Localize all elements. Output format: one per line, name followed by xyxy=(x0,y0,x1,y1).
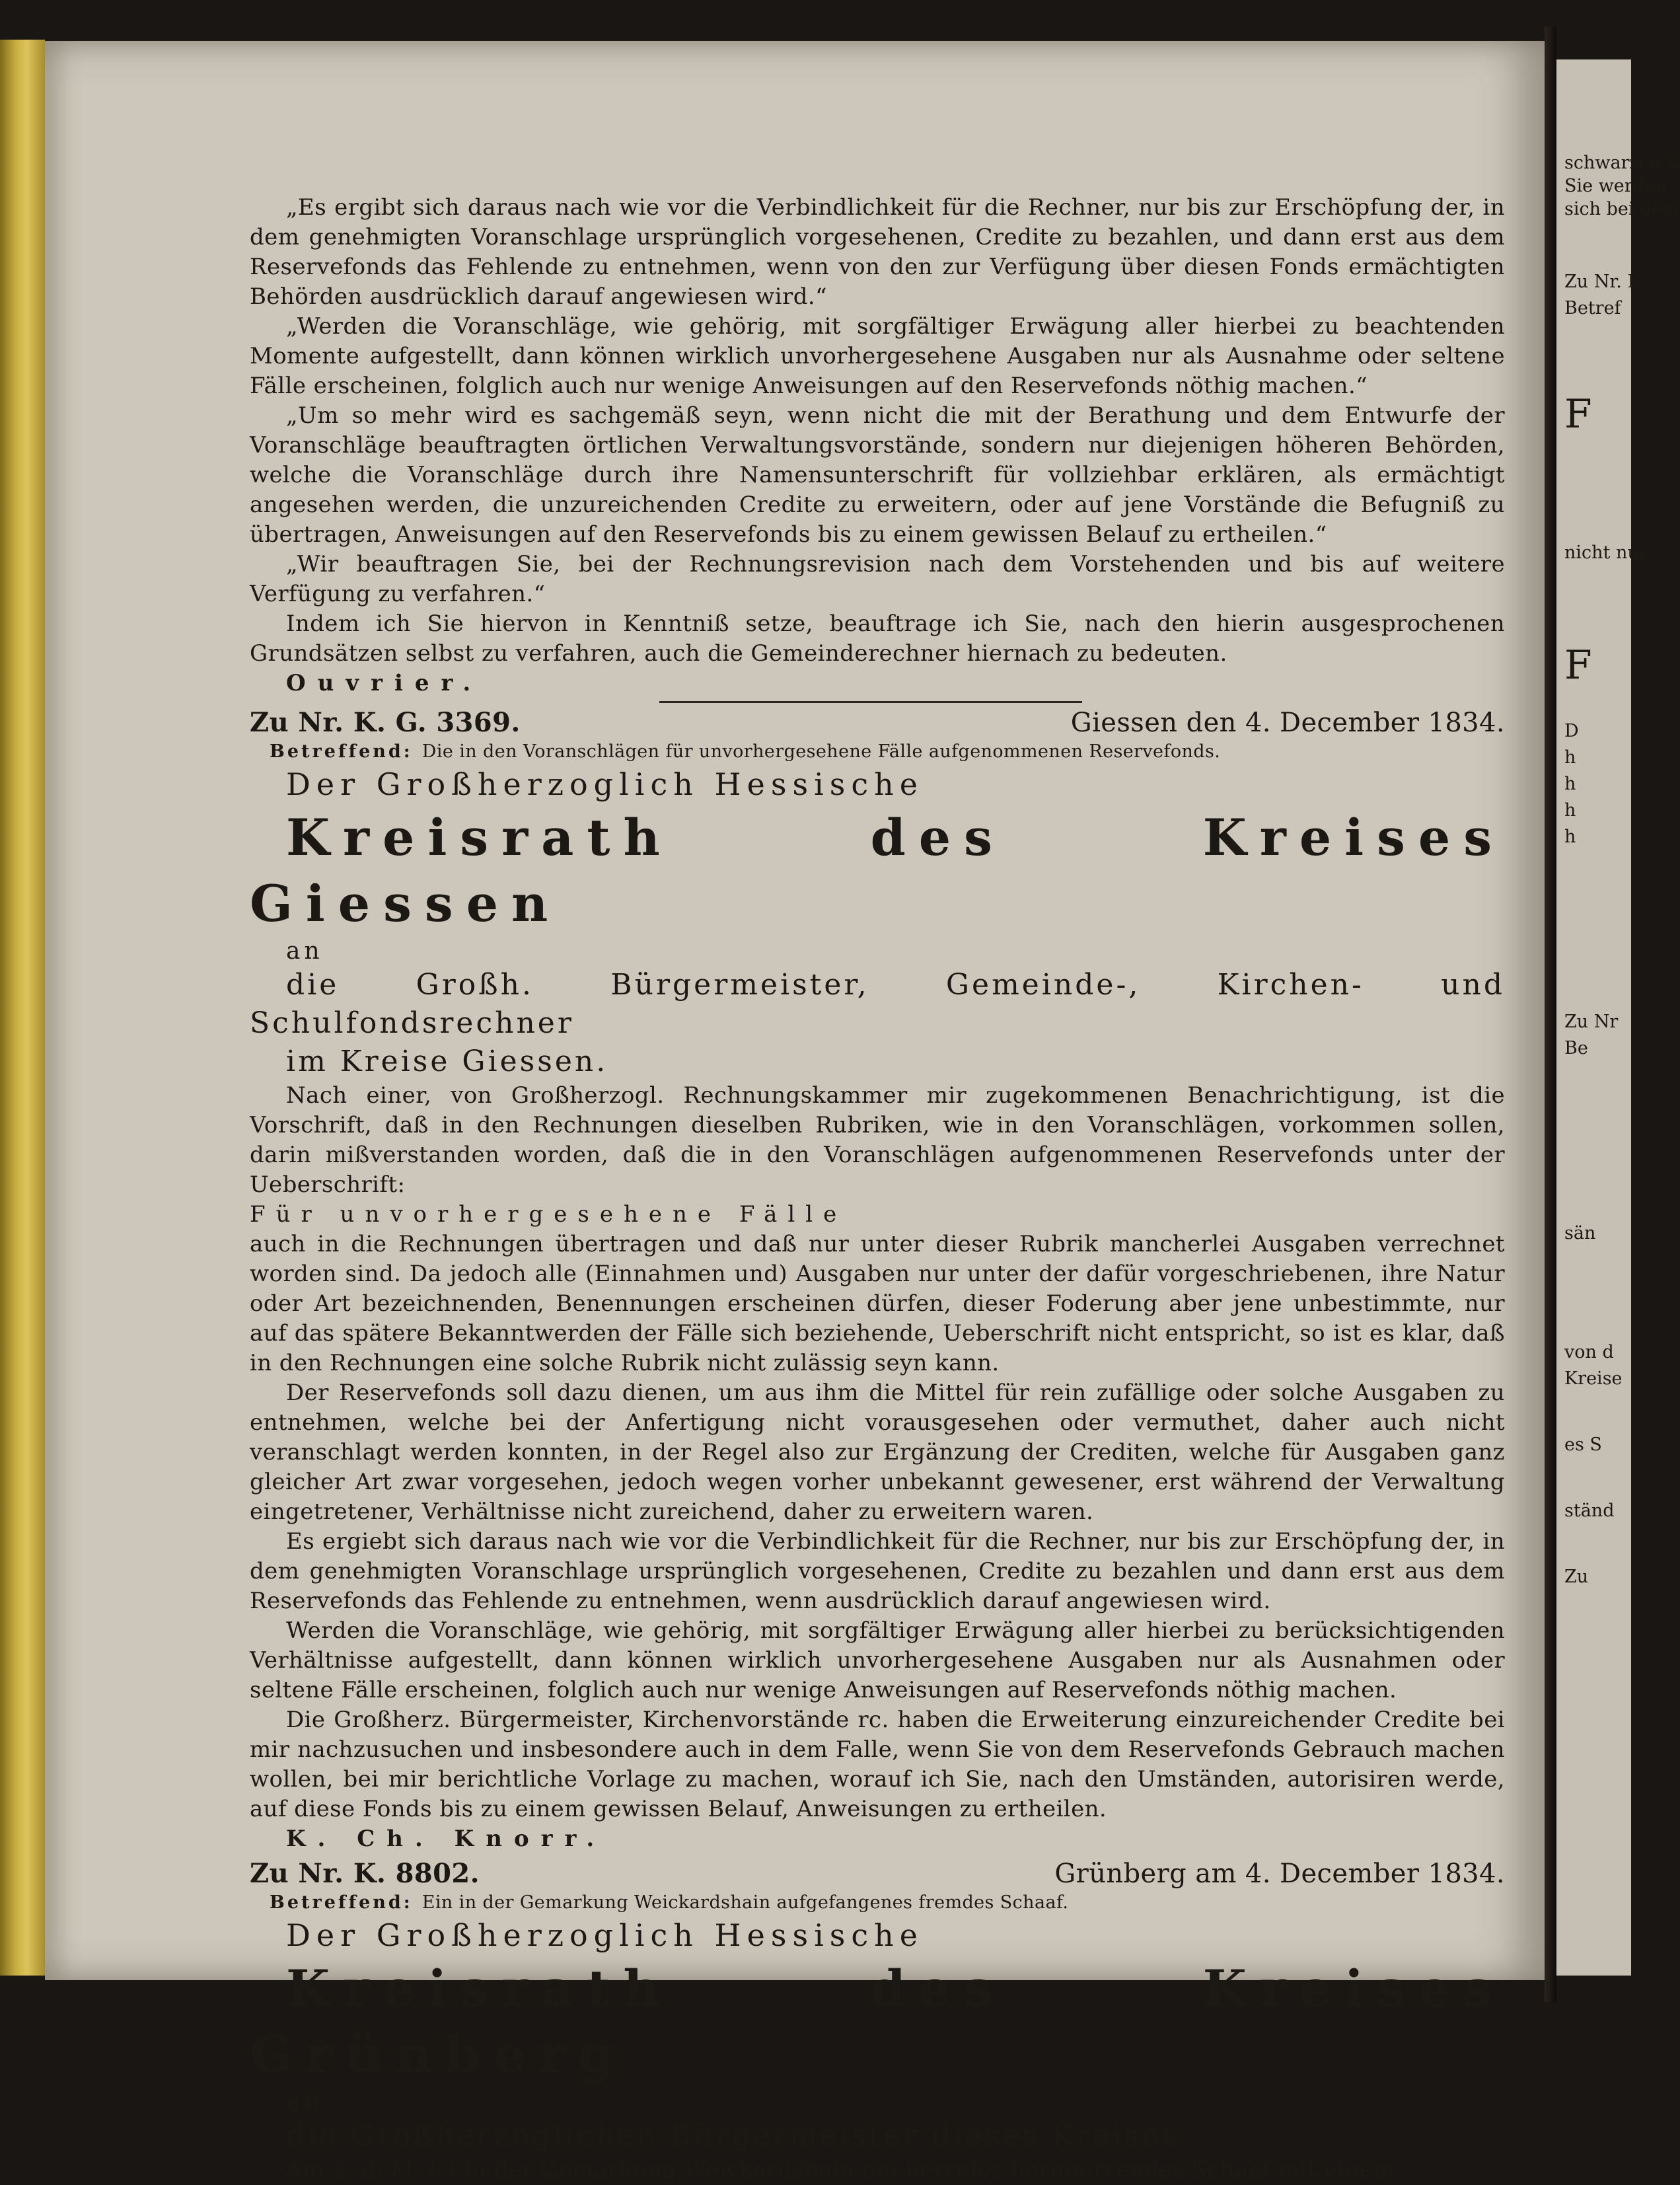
gilt-page-edge xyxy=(0,40,45,1976)
place-date: Giessen den 4. December 1834. xyxy=(1070,708,1505,738)
facing-page-fragment: h xyxy=(1564,800,1576,821)
reference-number: Zu Nr. K. G. 3369. xyxy=(250,707,521,738)
facing-page-fragment: Zu xyxy=(1564,1567,1589,1587)
body-paragraph-6: Die Großherz. Bürgermeister, Kirchenvorstände rc. haben die Erweiterung einzureichender Credite bei mir nachzusuchen und insbesondere auch in dem Falle, wenn Sie von dem Reservefonds Gebrauch machen wollen, bei mir berichtliche Vorlage zu machen, worauf ich Sie, nach den Umständen, autorisiren werde, auf diese Fonds bis zu einem gewissen Belauf, Anweisungen zu ertheilen. xyxy=(250,1707,1505,1822)
body-paragraph-last: Am 2. d. M. ist in der Gemarkung Weickardshain ein herrnlos herumirrendes Schaaf mit einem xyxy=(286,2157,1395,2183)
subject-label: Betreffend: xyxy=(270,1892,413,1913)
quote-paragraph-3: „Um so mehr wird es sachgemäß seyn, wenn nicht die mit der Berathung und dem Entwurfe der Voranschläge beauftragten örtlichen Verwaltungsvorstände, sondern nur diejenigen höheren Behörden, welche die Voranschläge durch ihre Namensunterschrift für vollziehbar erklären, als ermächtigt angesehen werden, die unzureichenden Credite zu erweitern, oder auf jene Vorstände die Befugniß zu übertragen, Anweisungen auf den Reservefonds bis zu einem gewissen Belauf zu ertheilen.“ xyxy=(250,402,1505,548)
body-paragraph-1: Nach einer, von Großherzogl. Rechnungskammer mir zugekommenen Benachrichtigung, ist die Vorschrift, daß in den Rechnungen dieselben Rubriken, wie in den Voranschlägen, vorkommen sollen, darin mißverstanden worden, daß die in den Voranschlägen aufgenommenen Reservefonds unter der Ueberschrift: xyxy=(250,1082,1505,1198)
facing-page-fragment: es S xyxy=(1564,1434,1602,1455)
facing-page-fragment: sän xyxy=(1564,1223,1596,1243)
facing-page-fragment: F xyxy=(1564,642,1592,688)
body-paragraph-2: auch in die Rechnungen übertragen und daß nur unter dieser Rubrik mancherlei Ausgaben verrechnet worden sind. Da jedoch alle (Einnahmen und) Ausgaben nur unter der dafür vorgeschriebenen, ihre Natur oder Art bezeichnenden, Benennungen erscheinen dürfen, dieser Foderung aber jene unbestimmte, nur auf das spätere Bekanntwerden der Fälle sich beziehende, Ueberschrift nicht entspricht, so ist es klar, daß in den Rechnungen eine solche Rubrik nicht zulässig seyn kann. xyxy=(250,1231,1505,1376)
book-gutter xyxy=(1545,26,1556,2002)
heading-an: an xyxy=(286,2089,324,2116)
signature-knorr: K. Ch. Knorr. xyxy=(286,1826,606,1852)
facing-page-fragment: Kreise xyxy=(1564,1368,1623,1389)
signature-ouvrier: Ouvrier. xyxy=(286,670,483,696)
quote-paragraph-1: „Es ergibt sich daraus nach wie vor die Verbindlichkeit für die Rechner, nur bis zur Erschöpfung der, in dem genehmigten Voranschlage ursprünglich vorgesehenen, Credite zu bezahlen, und dann erst aus dem Reservefonds das Fehlende zu entnehmen, wenn von den zur Verfügung über diesen Fonds ermächtigten Behörden ausdrücklich darauf angewiesen wird.“ xyxy=(250,194,1505,310)
subject-text: Ein in der Gemarkung Weickardshain aufgefangenes fremdes Schaaf. xyxy=(421,1892,1069,1913)
facing-page-fragment: Sie werden xyxy=(1564,176,1667,196)
facing-page-fragment: h xyxy=(1564,747,1576,768)
subject-text: Die in den Voranschlägen für unvorhergesehene Fälle aufgenommenen Reservefonds. xyxy=(421,741,1221,762)
facing-page-fragment: sich bei dem xyxy=(1564,199,1679,219)
facing-page-fragment: D xyxy=(1564,721,1579,741)
subject-line xyxy=(270,1891,1505,1915)
facing-page-fragment: Zu Nr xyxy=(1564,1012,1619,1032)
heading-an: an xyxy=(286,938,324,965)
facing-page-fragment: von d xyxy=(1564,1342,1614,1362)
heading-recipients: die Großh. Bürgermeister, Gemeinde-, Kirchen- und Schulfondsrechner xyxy=(250,968,1505,1040)
heading-recipients-district: im Kreise Giessen. xyxy=(286,1045,608,1078)
reference-line-gruenberg xyxy=(250,1857,1505,1891)
facing-page-fragment: Betref xyxy=(1564,298,1621,318)
page-text xyxy=(250,193,1505,2185)
book-page xyxy=(45,41,1545,2183)
facing-page-fragment: Zu Nr. K xyxy=(1564,272,1641,292)
body-paragraph-3: Der Reservefonds soll dazu dienen, um aus ihm die Mittel für rein zufällige oder solche Ausgaben zu entnehmen, welche bei der Anfertigung nicht vorausgesehen oder vermuthet, daher auch nicht veranschlagt werden konnten, in der Regel also zur Ergänzung der Crediten, welche für Ausgaben ganz gleicher Art zwar vorgesehen, jedoch wegen vorher unbekannt gewesener, erst während der Verwaltung eingetretener, Verhältnisse nicht zureichend, daher zu erweitern waren. xyxy=(250,1380,1505,1525)
facing-page-fragment: schwarzen K xyxy=(1564,153,1680,173)
facing-page-edge xyxy=(1556,59,1680,1976)
heading-kreisrath-gruenberg: Kreisrath des Kreises Grünberg xyxy=(250,1959,1505,2084)
heading-authority: Der Großherzoglich Hessische xyxy=(286,766,924,802)
quote-paragraph-2: „Werden die Voranschläge, wie gehörig, mit sorgfältiger Erwägung aller hierbei zu beachtenden Momente aufgestellt, dann können wirklich unvorhergesehene Ausgaben nur als Ausnahme oder seltene Fälle erscheinen, folglich auch nur wenige Anweisungen auf den Reservefonds nöthig machen.“ xyxy=(250,313,1505,399)
reference-line-giessen xyxy=(250,706,1505,740)
body-paragraph-4: Es ergiebt sich daraus nach wie vor die Verbindlichkeit für die Rechner, nur bis zur Erschöpfung der, in dem genehmigten Voranschlage ursprünglich vorgesehenen, Credite zu bezahlen und dann erst aus dem Reservefonds das Fehlende zu entnehmen, wenn ausdrücklich darauf angewiesen wird. xyxy=(250,1528,1505,1614)
quote-paragraph-4: „Wir beauftragen Sie, bei der Rechnungsrevision nach dem Vorstehenden und bis auf weitere Verfügung zu verfahren.“ xyxy=(250,551,1505,607)
body-paragraph-5: Werden die Voranschläge, wie gehörig, mit sorgfältiger Erwägung aller hierbei zu berücksichtigenden Verhältnisse aufgestellt, dann können wirklich unvorhergesehene Ausgaben nur als Ausnahmen oder seltene Fälle erscheinen, folglich auch nur wenige Anweisungen auf Reservefonds nöthig machen. xyxy=(250,1617,1505,1703)
heading-recipients: die Großherzoglichen Bürgermeister dieses Kreises. xyxy=(286,2119,1191,2153)
facing-page-fragment: ständ xyxy=(1564,1500,1615,1521)
place-date: Grünberg am 4. December 1834. xyxy=(1054,1859,1505,1889)
facing-page-fragment: h xyxy=(1564,774,1576,794)
facing-page-fragment: nicht nur xyxy=(1564,542,1648,563)
subject-label: Betreffend: xyxy=(270,741,413,762)
heading-authority: Der Großherzoglich Hessische xyxy=(286,1917,924,1953)
heading-kreisrath-giessen: Kreisrath des Kreises Giessen xyxy=(250,808,1505,933)
facing-page-fragment: F xyxy=(1564,391,1592,437)
facing-page-fragment: Be xyxy=(1564,1038,1588,1058)
section-divider xyxy=(659,701,1082,703)
inline-heading: Für unvorhergesehene Fälle xyxy=(250,1201,848,1228)
closing-paragraph: Indem ich Sie hiervon in Kenntniß setze, beauftrage ich Sie, nach den hierin ausgesprochenen Grundsätzen selbst zu verfahren, auch die Gemeinderechner hiernach zu bedeuten. xyxy=(250,611,1505,667)
facing-page-fragment: h xyxy=(1564,827,1576,847)
subject-line xyxy=(270,740,1505,764)
reference-number: Zu Nr. K. 8802. xyxy=(250,1858,480,1889)
